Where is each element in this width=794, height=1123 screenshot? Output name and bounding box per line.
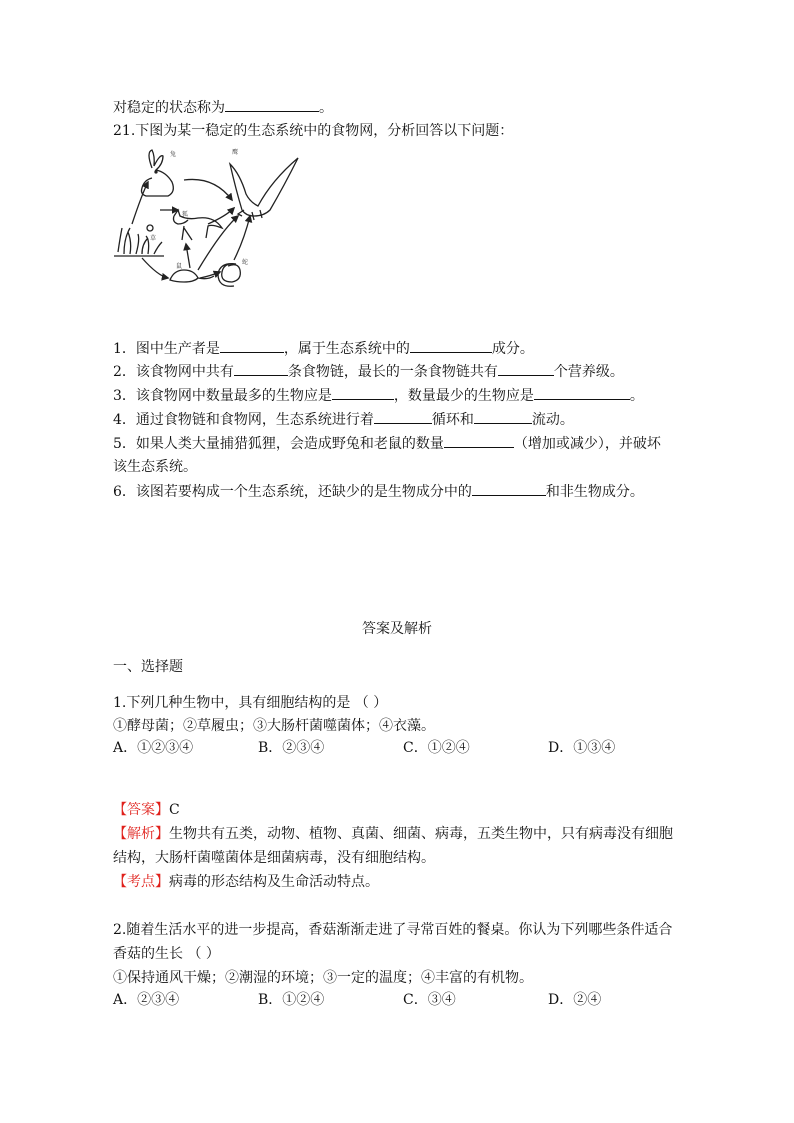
answer-blank[interactable]: [444, 433, 514, 448]
answer-value: C: [169, 802, 180, 818]
q1-option-c: C．①②④: [403, 740, 470, 756]
q21-item-5-cont: 该生态系统。: [113, 459, 197, 475]
point-tag: 【考点】: [113, 874, 169, 890]
q1-point: 【考点】病毒的形态结构及生命活动特点。: [113, 874, 379, 890]
q2-option-a: A．②③④: [113, 992, 180, 1008]
q1-items: ①酵母菌；②草履虫；③大肠杆菌噬菌体；④衣藻。: [113, 718, 435, 734]
answer-blank[interactable]: [374, 409, 432, 424]
answer-blank[interactable]: [498, 361, 554, 376]
snake-icon: [218, 264, 240, 287]
q1-option-a: A．①②③④: [113, 740, 194, 756]
q21-item-5: 5．如果人类大量捕猎狐狸，会造成野兔和老鼠的数量 （增加或减少），并破坏: [113, 433, 661, 454]
eagle-icon: [230, 158, 298, 220]
section-heading: 一、选择题: [113, 659, 183, 675]
q2-option-d: D．②④: [548, 992, 602, 1008]
q21-item-3: 3．该食物网中数量最多的生物应是 ，数量最少的生物应是 。: [113, 385, 644, 406]
eagle-label: 鹰: [232, 149, 239, 156]
q2-option-b: B．①②④: [258, 992, 325, 1008]
rabbit-label: 兔: [170, 151, 177, 158]
snake-label: 蛇: [242, 259, 249, 266]
q21-item-2: 2．该食物网中共有 条食物链，最长的一条食物链共有 个营养级。: [113, 361, 624, 382]
answer-blank[interactable]: [225, 97, 319, 112]
answer-blank[interactable]: [234, 361, 288, 376]
analysis-tag: 【解析】: [113, 826, 169, 842]
q1-analysis: 【解析】生物共有五类，动物、植物、真菌、细菌、病毒，五类生物中，只有病毒没有细胞: [113, 826, 673, 842]
answer-blank[interactable]: [220, 338, 284, 353]
q21-intro: 21.下图为某一稳定的生态系统中的食物网，分析回答以下问题：: [113, 123, 514, 139]
fox-icon: [174, 210, 223, 240]
answer-blank[interactable]: [410, 338, 492, 353]
answer-blank[interactable]: [332, 385, 394, 400]
rabbit-icon: [142, 150, 177, 196]
q2-stem-cont: 香菇的生长 （ ）: [113, 946, 220, 962]
answer-tag: 【答案】: [113, 802, 169, 818]
fox-label: 狐: [182, 211, 189, 218]
grass-icon: [114, 225, 164, 256]
q1-option-d: D．①③④: [548, 740, 616, 756]
answer-blank[interactable]: [474, 409, 532, 424]
q1-stem: 1.下列几种生物中，具有细胞结构的是 （ ）: [113, 695, 388, 711]
q2-items: ①保持通风干燥；②潮湿的环境；③一定的温度；④丰富的有机物。: [113, 970, 533, 986]
q1-analysis-cont: 结构，大肠杆菌噬菌体是细菌病毒，没有细胞结构。: [113, 850, 435, 866]
answers-title: 答案及解析: [362, 621, 432, 637]
q21-item-1: 1．图中生产者是 ，属于生态系统中的 成分。: [113, 338, 534, 359]
answer-blank[interactable]: [534, 385, 630, 400]
q2-stem: 2.随着生活水平的进一步提高，香菇渐渐走进了寻常百姓的餐桌。你认为下列哪些条件适合: [113, 922, 673, 938]
grass-label: 草: [150, 235, 157, 242]
q2-option-c: C．③④: [403, 992, 456, 1008]
mouse-label: 鼠: [176, 263, 183, 270]
stable-state-line: [113, 97, 333, 118]
q21-item-6: 6．该图若要构成一个生态系统，还缺少的是生物成分中的 和非生物成分。: [113, 481, 644, 502]
q1-option-b: B．②③④: [258, 740, 325, 756]
answer-blank[interactable]: [472, 481, 546, 496]
stable-state-suffix: 。: [319, 100, 333, 116]
stable-state-prefix: 对稳定的状态称为: [113, 100, 225, 116]
q1-answer: [113, 800, 180, 820]
food-web-figure: [112, 144, 312, 294]
q21-item-4: 4．通过食物链和食物网，生态系统进行着 循环和 流动。: [113, 409, 574, 430]
